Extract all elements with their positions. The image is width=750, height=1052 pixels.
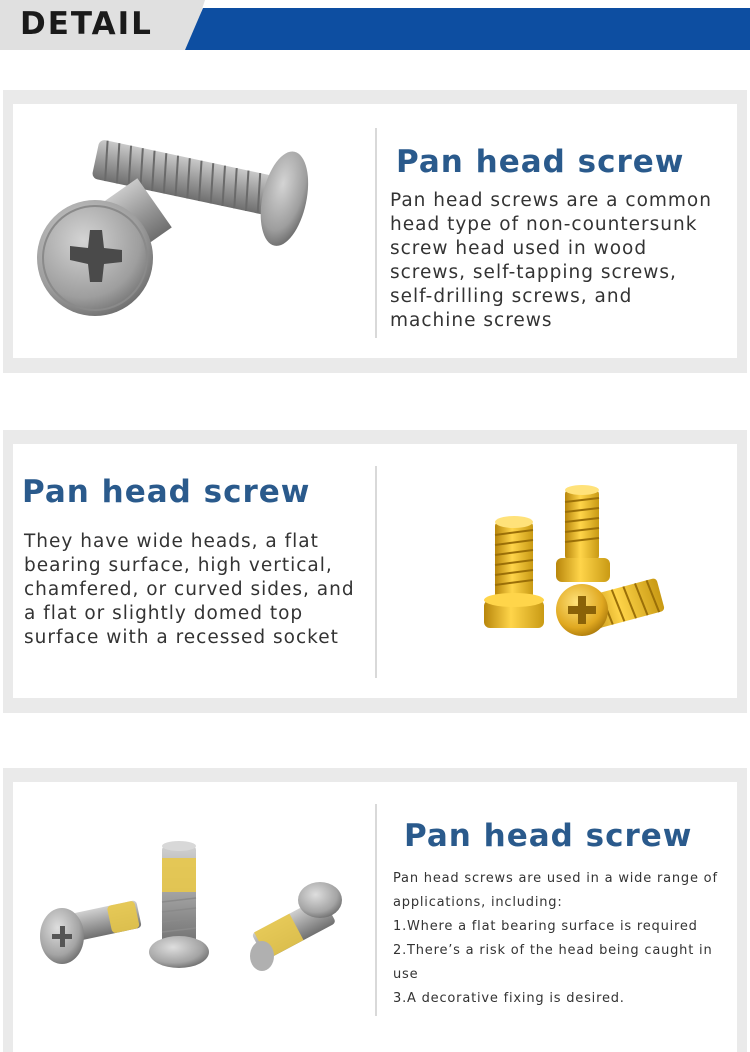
section-3-heading: Pan head screw bbox=[404, 818, 693, 854]
section-3-line: use bbox=[393, 967, 419, 982]
section-1-body bbox=[390, 189, 730, 333]
section-2-line: a flat or slightly domed top bbox=[24, 603, 304, 624]
section-1-line: screws, self-tapping screws, bbox=[390, 262, 677, 283]
section-2-line: surface with a recessed socket bbox=[24, 627, 339, 648]
section-1-line: screw head used in wood bbox=[390, 238, 648, 259]
section-3-line: applications, including: bbox=[393, 895, 563, 910]
section-2-line: chamfered, or curved sides, and bbox=[24, 579, 355, 600]
section-3-line: Pan head screws are used in a wide range of bbox=[393, 871, 718, 886]
section-1-line: Pan head screws are a common bbox=[390, 190, 712, 211]
section-1-line: head type of non-countersunk bbox=[390, 214, 698, 235]
panel-divider bbox=[375, 128, 377, 338]
stainless-screws-image bbox=[30, 128, 330, 338]
nylok-screws-image bbox=[30, 838, 350, 988]
detail-banner bbox=[0, 0, 750, 52]
section-1-heading: Pan head screw bbox=[396, 144, 685, 180]
section-1-line: self-drilling screws, and bbox=[390, 286, 633, 307]
banner-blue-bar bbox=[185, 8, 750, 50]
banner-title: DETAIL bbox=[20, 6, 153, 42]
section-2-body bbox=[24, 530, 369, 650]
section-2-line: They have wide heads, a flat bbox=[24, 531, 319, 552]
section-3-body bbox=[393, 867, 733, 1011]
panel-divider bbox=[375, 804, 377, 1016]
panel-divider bbox=[375, 466, 377, 678]
section-3-line: 3.A decorative fixing is desired. bbox=[393, 991, 625, 1006]
section-2-line: bearing surface, high vertical, bbox=[24, 555, 333, 576]
section-3-line: 1.Where a flat bearing surface is required bbox=[393, 919, 698, 934]
brass-screws-image bbox=[470, 480, 670, 650]
section-3-line: 2.There’s a risk of the head being caught in bbox=[393, 943, 713, 958]
section-2-heading: Pan head screw bbox=[22, 474, 311, 510]
section-1-line: machine screws bbox=[390, 310, 553, 331]
